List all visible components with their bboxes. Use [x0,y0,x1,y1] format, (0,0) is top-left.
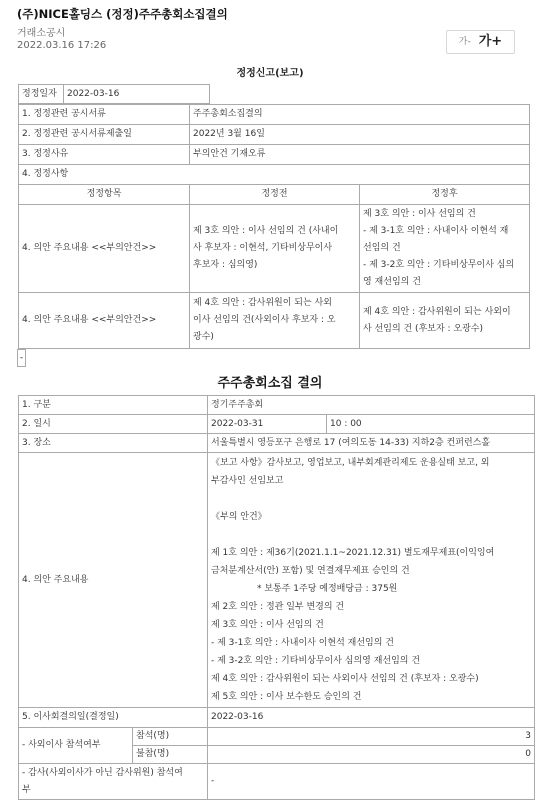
correction-row-label: 1. 정정관련 공시서류 [19,105,190,125]
agenda-line [211,490,531,508]
meeting-row-value: 정기주주총회 [208,396,535,415]
agenda-line: * 보통주 1주당 예정배당금 : 375원 [257,584,398,594]
meeting-row-label: 2. 일시 [19,415,208,434]
disclosure-meta [0,28,540,58]
page-title: (주)NICE홀딩스 (정정)주주총회소집결의 [17,7,228,21]
agenda-line [211,526,531,544]
source-label: 거래소공시 [17,28,66,39]
meeting-time-value: 10 : 00 [327,415,535,434]
present-label: 참석(명) [133,728,208,746]
col-header-item: 정정항목 [19,185,190,205]
meeting-row-label: 5. 이사회결의일(결정일) [19,708,208,728]
meeting-table [18,395,535,800]
datetime-label: 2022.03.16 17:26 [17,40,107,51]
correction-after: 제 4호 의안 : 감사위원이 되는 사외이 사 선임의 건 (후보자 : 오광수) [360,293,530,349]
agenda-line: 《부의 안건》 [211,512,267,522]
correction-item: 4. 의안 주요내용 <<부의안건>> [19,205,190,293]
agenda-line: 《보고 사항》감사보고, 영업보고, 내부회계관리제도 운용실태 보고, 외 [211,458,490,468]
absent-value: 0 [208,746,535,764]
agenda-line: 제 3호 의안 : 이사 선임의 건 [211,620,324,630]
separator-mark: - [17,349,26,367]
correction-item: 4. 의안 주요내용 <<부의안건>> [19,293,190,349]
correction-before: 제 3호 의안 : 이사 선임의 건 (사내이 사 후보자 : 이현석, 기타비상무이사 후보자 : 심의영) [190,205,360,293]
page-header [0,0,540,28]
agenda-line: 금처분계산서(안) 포함) 및 연결재무제표 승인의 건 [211,566,410,576]
correction-section-title: 정정신고(보고) [236,68,304,79]
font-decrease-button[interactable]: 가- [458,37,471,47]
agenda-line: 제 1호 의안 : 제36기(2021.1.1~2021.12.31) 별도재무제표(이익잉여 [211,548,495,558]
meeting-row-label: 1. 구분 [19,396,208,415]
agenda-line: - 제 3-1호 의안 : 사내이사 이현석 재선임의 건 [211,638,394,648]
correction-date-table [18,84,210,104]
meeting-row-label: - 감사(사외이사가 아닌 감사위원) 참석여 부 [19,764,208,800]
correction-row-value: 2022년 3월 16일 [190,125,530,145]
meeting-row-label: 4. 의안 주요내용 [19,453,208,708]
col-header-before: 정정전 [190,185,360,205]
correction-row-label: 3. 정정사유 [19,145,190,165]
meeting-date-value: 2022-03-31 [208,415,327,434]
agenda-line: 제 2호 의안 : 정관 일부 변경의 건 [211,602,345,612]
correction-after: 제 3호 의안 : 이사 선임의 건 - 제 3-1호 의안 : 사내이사 이현석 재 선임의 건 - 제 3-2호 의안 : 기타비상무이사 심의 영 재선임의 건 [360,205,530,293]
agenda-line: 제 5호 의안 : 이사 보수한도 승인의 건 [211,692,362,702]
agenda-line: 제 4호 의안 : 감사위원이 되는 사외이사 선임의 건 (후보자 : 오광수) [211,674,479,684]
correction-items-label: 4. 정정사항 [19,165,530,185]
meeting-row-value: 2022-03-16 [208,708,535,728]
agenda-content [208,453,535,708]
col-header-after: 정정후 [360,185,530,205]
agenda-line: 부감사인 선임보고 [211,476,284,486]
correction-date-label: 정정일자 [19,85,64,104]
present-value: 3 [208,728,535,746]
correction-table [18,104,530,349]
correction-row-label: 2. 정정관련 공시서류제출일 [19,125,190,145]
meeting-row-label: 3. 장소 [19,434,208,453]
font-increase-button[interactable]: 가+ [478,34,503,49]
meeting-row-value: - [208,764,535,800]
absent-label: 불참(명) [133,746,208,764]
meeting-place-value: 서울특별시 영등포구 은행로 17 (여의도동 14-33) 지하2층 컨퍼런스홀 [208,434,535,453]
agenda-line: - 제 3-2호 의안 : 기타비상무이사 심의영 재선임의 건 [211,656,421,666]
correction-before: 제 4호 의안 : 감사위원이 되는 사외 이사 선임의 건(사외이사 후보자 : 오 광수) [190,293,360,349]
correction-date-value: 2022-03-16 [64,85,210,104]
meeting-title: 주주총회소집 결의 [217,376,323,391]
correction-row-value: 주주총회소집결의 [190,105,530,125]
correction-row-value: 부의안건 기재오류 [190,145,530,165]
meeting-row-label: - 사외이사 참석여부 [19,728,133,764]
font-size-control [446,30,515,54]
